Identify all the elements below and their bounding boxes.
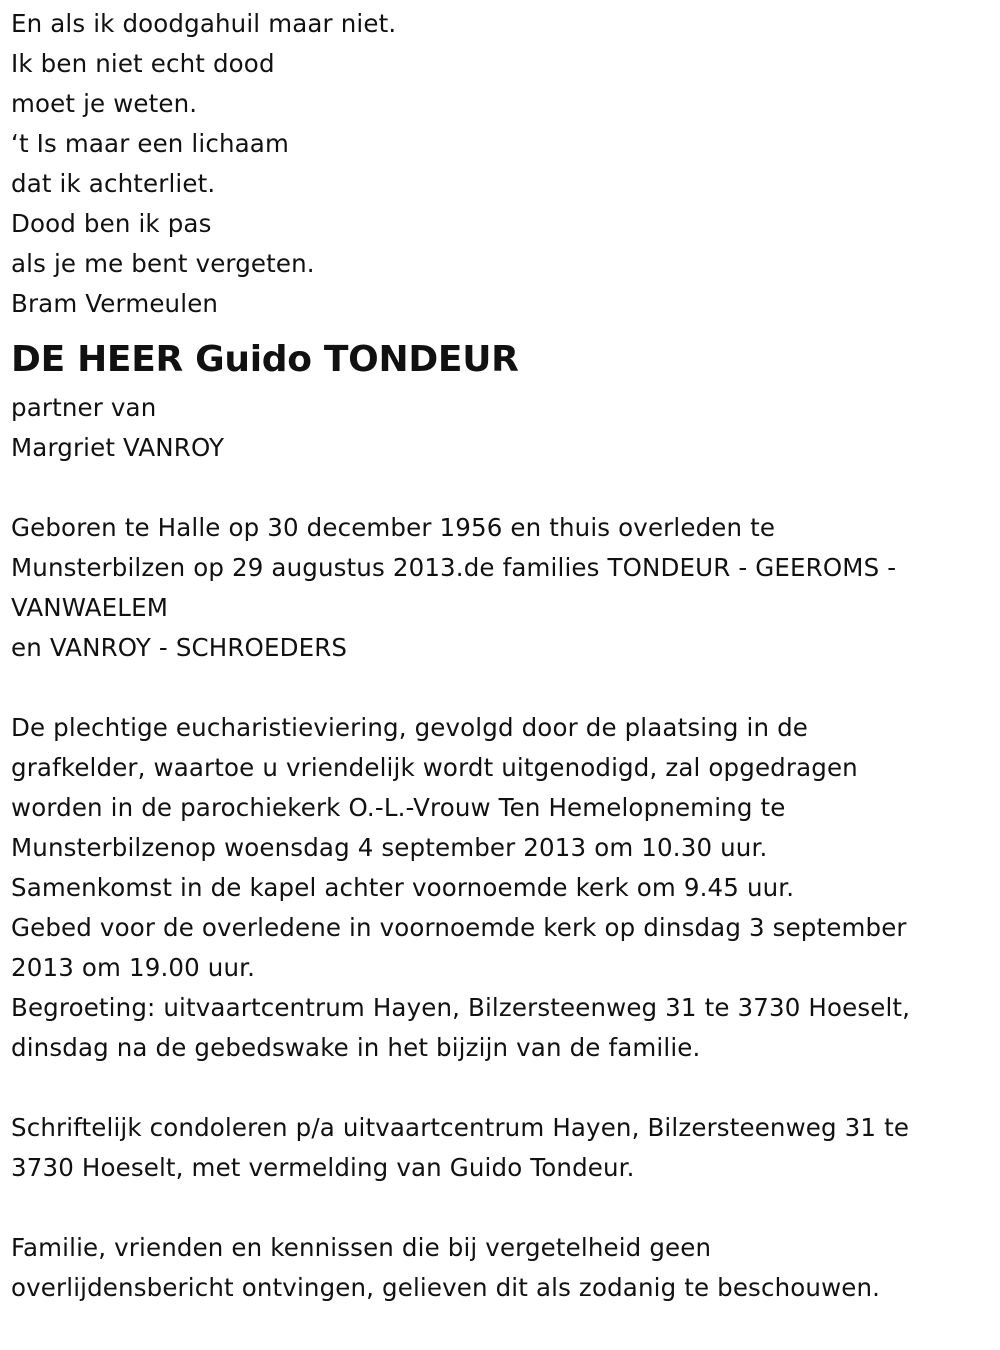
- paragraph-line: Schriftelijk condoleren p/a uitvaartcentrum Hayen, Bilzersteenweg 31 te: [11, 1113, 910, 1142]
- paragraph-line: Munsterbilzenop woensdag 4 september 2013 om 10.30 uur.: [11, 833, 768, 862]
- poem-line: als je me bent vergeten.: [11, 249, 315, 278]
- partner-block: [11, 388, 991, 468]
- closing-paragraph: [11, 1228, 991, 1308]
- paragraph-line: grafkelder, waartoe u vriendelijk wordt uitgenodigd, zal opgedragen: [11, 753, 858, 782]
- paragraph-line: De plechtige eucharistieviering, gevolgd door de plaatsing in de: [11, 713, 809, 742]
- deceased-name-title: DE HEER Guido TONDEUR: [11, 339, 519, 380]
- paragraph-line: Munsterbilzen op 29 augustus 2013.de families TONDEUR - GEEROMS -: [11, 553, 897, 582]
- paragraph-line: Geboren te Halle op 30 december 1956 en thuis overleden te: [11, 513, 776, 542]
- paragraph-line: Begroeting: uitvaartcentrum Hayen, Bilzersteenweg 31 te 3730 Hoeselt,: [11, 993, 911, 1022]
- paragraph-spacer: [11, 668, 991, 708]
- paragraph-line: Samenkomst in de kapel achter voornoemde kerk om 9.45 uur.: [11, 873, 795, 902]
- paragraph-line: Familie, vrienden en kennissen die bij vergetelheid geen: [11, 1233, 712, 1262]
- paragraph-line: overlijdensbericht ontvingen, gelieven dit als zodanig te beschouwen.: [11, 1273, 881, 1302]
- paragraph-line: dinsdag na de gebedswake in het bijzijn van de familie.: [11, 1033, 701, 1062]
- paragraph-line: 2013 om 19.00 uur.: [11, 953, 256, 982]
- poem-author: Bram Vermeulen: [11, 289, 219, 318]
- poem-line: moet je weten.: [11, 89, 198, 118]
- paragraph-line: Gebed voor de overledene in voornoemde kerk op dinsdag 3 september: [11, 913, 907, 942]
- poem-line: Dood ben ik pas: [11, 209, 212, 238]
- obituary-document: [11, 4, 991, 1308]
- paragraph-spacer: [11, 1188, 991, 1228]
- poem: [11, 4, 991, 324]
- partner-label: partner van: [11, 393, 157, 422]
- poem-line: dat ik achterliet.: [11, 169, 216, 198]
- paragraph-line: VANWAELEM: [11, 593, 169, 622]
- partner-name: Margriet VANROY: [11, 433, 225, 462]
- paragraph-spacer: [11, 1068, 991, 1108]
- paragraph-line: 3730 Hoeselt, met vermelding van Guido Tondeur.: [11, 1153, 635, 1182]
- poem-line: ‘t Is maar een lichaam: [11, 129, 289, 158]
- birth-death-paragraph: [11, 508, 991, 668]
- poem-line: Ik ben niet echt dood: [11, 49, 275, 78]
- paragraph-line: worden in de parochiekerk O.-L.-Vrouw Ten Hemelopneming te: [11, 793, 786, 822]
- poem-line: En als ik doodgahuil maar niet.: [11, 9, 397, 38]
- paragraph-line: en VANROY - SCHROEDERS: [11, 633, 348, 662]
- paragraph-spacer: [11, 468, 991, 508]
- ceremony-paragraph: [11, 708, 991, 1068]
- condolences-paragraph: [11, 1108, 991, 1188]
